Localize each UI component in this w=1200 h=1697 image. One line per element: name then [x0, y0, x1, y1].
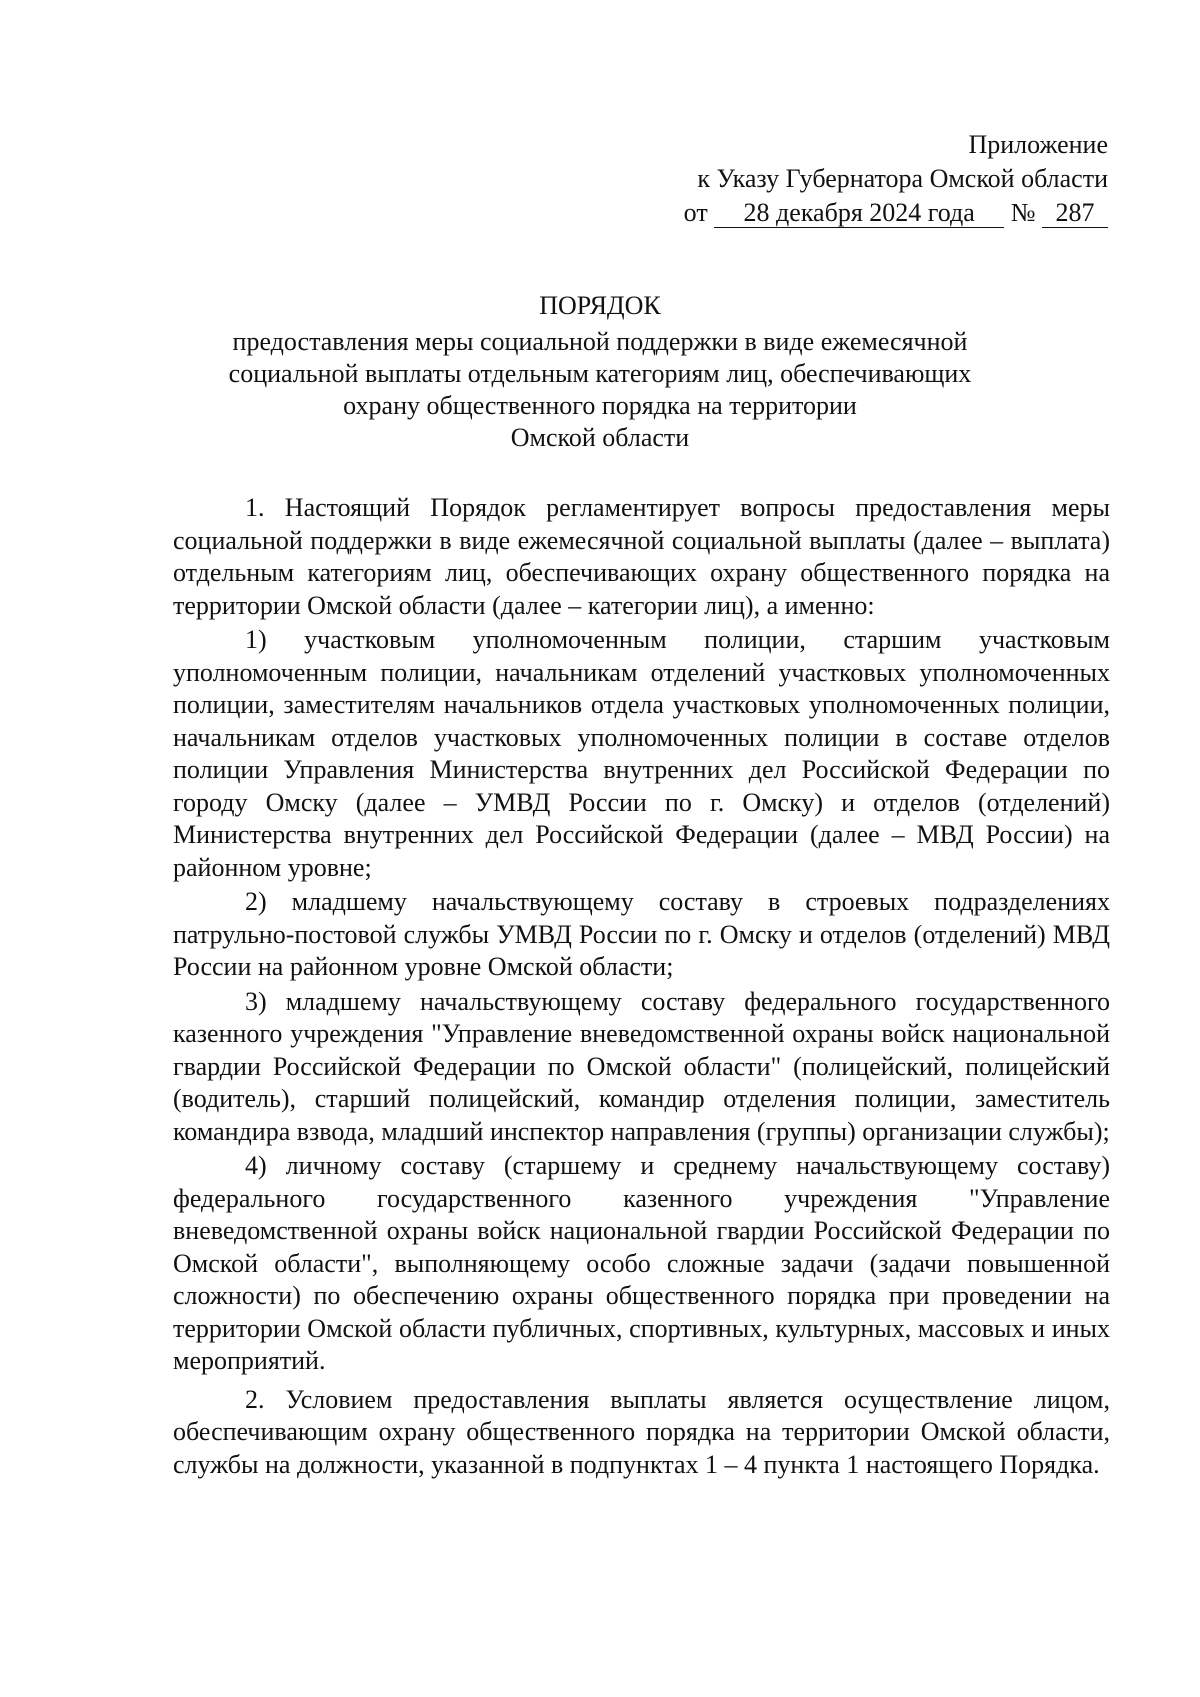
paragraph-2: 2. Условием предоставления выплаты является осуществление лицом, обеспечивающим охрану общественного порядка на территории Омской области, службы на должности, указанной в подпунктах 1 – 4 пункта 1 настоящего Порядка.: [173, 1384, 1110, 1479]
decree-number: 287: [1042, 199, 1108, 228]
document-title: [170, 290, 1030, 454]
paragraph-1: 1. Настоящий Порядок регламентирует вопросы предоставления меры социальной поддержки в виде ежемесячной социальной выплаты (далее – выплата) отдельным категориям лиц, обеспечивающих охрану общественного порядка на территории Омской области (далее – категории лиц), а именно:: [173, 493, 1110, 620]
number-prefix: №: [1010, 198, 1036, 227]
title-heading: ПОРЯДОК: [539, 291, 661, 320]
subitem-3: 3) младшему начальствующему составу федерального государственного казенного учреждения "Управление вневедомственной охраны войск национальной гвардии Российской Федерации по Омской области" (полицейский, полицейский (водитель), старший полицейский, командир отделения полиции, заместитель командира взвода, младший инспектор направления (группы) организации службы);: [173, 986, 1110, 1146]
appendix-date-line: [684, 196, 1108, 230]
appendix-title: Приложение: [968, 130, 1108, 159]
title-line-3: охрану общественного порядка на территории: [343, 391, 857, 420]
appendix-decree: к Указу Губернатора Омской области: [697, 164, 1108, 193]
subitem-2: 2) младшему начальствующему составу в строевых подразделениях патрульно-постовой службы УМВД России по г. Омску и отделов (отделений) МВД России на районном уровне Омской области;: [173, 887, 1110, 981]
subitem-4: 4) личному составу (старшему и среднему начальствующему составу) федерального государственного казенного учреждения "Управление вневедомственной охраны войск национальной гвардии Российской Федерации по Омской области", выполняющему особо сложные задачи (задачи повышенной сложности) по обеспечению охраны общественного порядка при проведении на территории Омской области публичных, спортивных, культурных, массовых и иных мероприятий.: [173, 1151, 1110, 1375]
date-prefix: от: [683, 198, 708, 227]
subitem-1: 1) участковым уполномоченным полиции, старшим участковым уполномоченным полиции, начальникам отделений участковых уполномоченных полиции, заместителям начальников отдела участковых уполномоченных полиции, начальникам отделов участковых уполномоченных полиции в составе отделов полиции Управления Министерства внутренних дел Российской Федерации по городу Омску (далее – УМВД России по г. Омску) и отделов (отделений) Министерства внутренних дел Российской Федерации (далее – МВД России) на районном уровне;: [173, 625, 1110, 882]
title-line-4: Омской области: [510, 423, 690, 452]
appendix-header: [684, 128, 1108, 230]
title-line-2: социальной выплаты отдельным категориям лиц, обеспечивающих: [228, 359, 972, 388]
title-line-1: предоставления меры социальной поддержки в виде ежемесячной: [232, 327, 968, 356]
decree-date: 28 декабря 2024 года: [714, 199, 1004, 228]
document-body: [173, 492, 1110, 1483]
